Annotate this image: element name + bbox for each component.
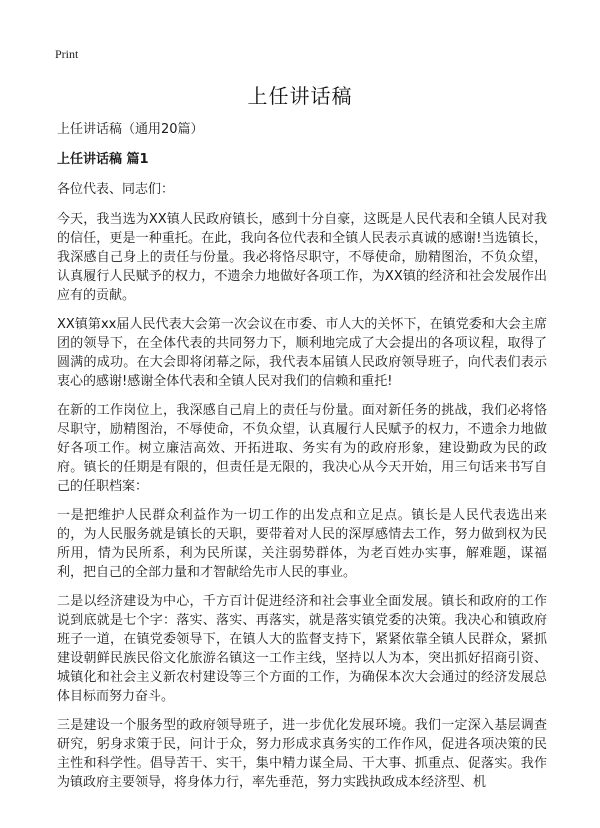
paragraph-1: 今天，我当选为XX镇人民政府镇长，感到十分自豪，这既是人民代表和全镇人民对我的信任，更是一种重托。在此，我向各位代表和全镇人民表示真诚的感谢!当选镇长，我深感自己身上的责任与份量。我必将恪尽职守，不辱使命，励精图治，不负众望，认真履行人民赋予的权力，不遗余力地做好各项工作，为XX镇的经济和社会发展作出应有的贡献。 (57, 212, 547, 303)
greeting: 各位代表、同志们： (57, 182, 175, 197)
print-link[interactable]: Print (55, 47, 79, 61)
paragraph-5: 二是以经济建设为中心，千方百计促进经济和社会事业全面发展。镇长和政府的工作说到底就是七个字：落实、落实、再落实，就是落实镇党委的决策。我决心和镇政府班子一道，在镇党委领导下，在镇人大的监督支持下，紧紧依靠全镇人民群众，紧抓建设朝鲜民族民俗文化旅游名镇这一工作主线，坚持以人为本，突出抓好招商引资、城镇化和社会主义新农村建设等三个方面的工作，为确保本次大会通过的经济发展总体目标而努力奋斗。 (57, 594, 547, 704)
section-heading: 上任讲话稿 篇1 (57, 152, 149, 167)
paragraph-6: 三是建设一个服务型的政府领导班子，进一步优化发展环境。我们一定深入基层调查研究，躬身求策于民，问计于众，努力形成求真务实的工作作风，促进各项决策的民主性和科学性。倡导苦干、实干，集中精力谋全局、干大事、抓重点、促落实。我作为镇政府主要领导，将身体力行，率先垂范，努力实践执政成本经济型、机 (57, 718, 547, 790)
paragraph-4: 一是把维护人民群众利益作为一切工作的出发点和立足点。镇长是人民代表选出来的，为人民服务就是镇长的天职，要带着对人民的深厚感情去工作，努力做到权为民所用，情为民所系，利为民所谋，关注弱势群体，为老百姓办实事，解难题，谋福利，把自己的全部力量和才智献给先市人民的事业。 (57, 508, 547, 580)
document-subtitle: 上任讲话稿（通用20篇） (57, 122, 204, 137)
document-title: 上任讲话稿 (247, 84, 353, 108)
paragraph-3: 在新的工作岗位上，我深感自己肩上的责任与份量。面对新任务的挑战，我们必将恪尽职守，励精图治，不辱使命，不负众望，认真履行人民赋予的权力，不遗余力地做好各项工作。树立廉洁高效、开拓进取、务实有为的政府形象，建设勤政为民的政府。镇长的任期是有限的，但责任是无限的，我决心从今天开始，用三句话来书写自己的任职档案： (57, 403, 547, 494)
document-body (57, 120, 547, 802)
paragraph-2: XX镇第xx届人民代表大会第一次会议在市委、市人大的关怀下，在镇党委和大会主席团的领导下，在全体代表的共同努力下，顺利地完成了大会提出的各项议程，取得了圆满的成功。在大会即将闭幕之际，我代表本届镇人民政府领导班子，向代表们表示衷心的感谢!感谢全体代表和全镇人民对我们的信赖和重托! (57, 317, 547, 389)
